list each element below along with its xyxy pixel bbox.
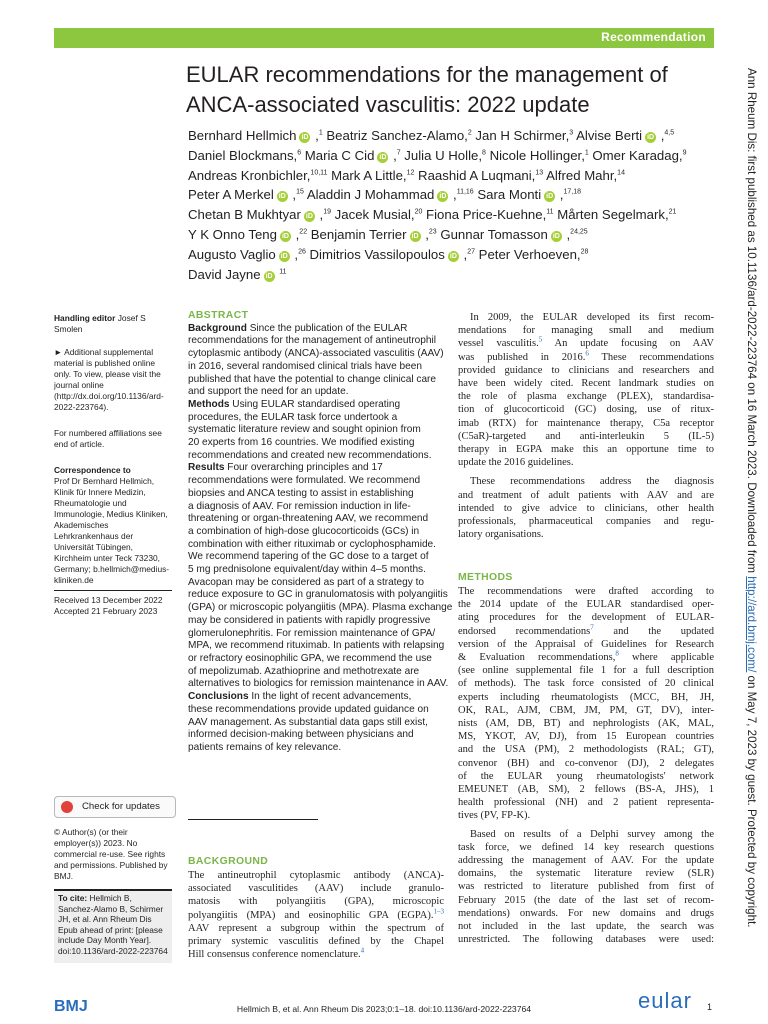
author-line bbox=[188, 225, 718, 245]
methods-line: task force, we defined 14 key research questions bbox=[458, 841, 714, 853]
abstract-text: or refractory eosinophilic GPA, we recommend the use bbox=[188, 652, 432, 664]
intro-line: vessel vasculitis.$^5$ An update focusing on AAV bbox=[458, 335, 715, 350]
abstract-text: cytoplasmic antibody (ANCA)-associated vasculitis (AAV) bbox=[188, 348, 444, 360]
methods-line: mendations) onwards. For new domains and drugs bbox=[458, 907, 714, 919]
abstract-text: Four overarching principles and 17 bbox=[224, 462, 383, 474]
affiliation-number: 28 bbox=[580, 248, 589, 256]
author-name: , bbox=[291, 226, 300, 242]
abstract-text: recommendations and created new recommendations. bbox=[188, 449, 432, 461]
handling-editor-name: Josef S Smolen bbox=[54, 313, 146, 334]
abstract-line bbox=[188, 551, 442, 564]
check-for-updates-button[interactable] bbox=[54, 796, 176, 818]
affiliation-number: 4,5 bbox=[664, 129, 675, 137]
abstract-body bbox=[188, 322, 453, 755]
author-line bbox=[188, 185, 718, 205]
author-line bbox=[188, 245, 718, 265]
abstract-line bbox=[188, 539, 442, 552]
abstract-text: informed decision-making between physicians and bbox=[188, 729, 414, 741]
background-body bbox=[188, 869, 444, 961]
abstract-text: in 2016, several randomised clinical trials have been bbox=[188, 360, 422, 372]
abstract-text: a combination of high-dose glucocorticoids (GCs) in bbox=[188, 525, 420, 537]
methods-line: unrestricted. The following databases were used: bbox=[458, 934, 714, 946]
author-name: Alfred Mahr, bbox=[543, 167, 618, 183]
affiliation-number: 15 bbox=[296, 189, 304, 196]
intro-line: the role of plasma exchange (PLEX), standardisa- bbox=[458, 391, 714, 403]
orcid-icon[interactable] bbox=[279, 251, 290, 262]
methods-line: endorsed recommendations$^7$ and the updated bbox=[458, 623, 714, 637]
intro-line: tion of glucocorticoid (GC) dosing, use of ritux- bbox=[458, 404, 714, 416]
abstract-line bbox=[188, 386, 442, 399]
methods-line: domains, the systematic literature review (SLR) bbox=[458, 868, 714, 880]
abstract-line bbox=[188, 589, 448, 602]
abstract-line bbox=[188, 678, 449, 691]
methods-line: addressing the management of AAV. For the update bbox=[458, 855, 714, 867]
affiliation-number: 23 bbox=[428, 228, 437, 236]
abstract-text: In the light of recent advancements, bbox=[248, 691, 412, 703]
background-line: Hill consensus conference nomenclature.$^4$ bbox=[188, 946, 365, 961]
orcid-icon[interactable] bbox=[277, 191, 288, 202]
affiliation-number: 27 bbox=[467, 248, 475, 256]
background-line: primary systemic vasculitis defined by the Chapel bbox=[188, 936, 444, 948]
intro-line: These recommendations address the diagnosis bbox=[470, 476, 714, 488]
abstract-text: reduce exposure to GC in granulomatosis with polyangiitis bbox=[188, 589, 448, 601]
orcid-icon[interactable] bbox=[437, 191, 448, 202]
abstract-subheading: Background bbox=[188, 322, 247, 334]
affiliation-number: 1 bbox=[318, 129, 323, 137]
affiliation-number: 8 bbox=[482, 149, 486, 157]
abstract-line bbox=[188, 564, 442, 577]
copyright-note: © Author(s) (or their employer(s)) 2023. No commercial re-use. See rights and permissions. Published by BMJ. bbox=[54, 827, 168, 881]
author-name: , bbox=[562, 226, 571, 242]
abstract-text: may be considered in patients with rapidly progressive bbox=[188, 614, 431, 626]
abstract-text: systematic literature review and sought opinion from bbox=[188, 424, 421, 436]
author-name: Mark A Little, bbox=[327, 167, 407, 183]
intro-line: update the 2016 guidelines. bbox=[458, 457, 574, 469]
abstract-line bbox=[188, 526, 442, 539]
author-name: Mårten Segelmark, bbox=[553, 207, 669, 223]
author-name: , bbox=[315, 207, 324, 223]
methods-line: tives (PV, FP-K). bbox=[458, 810, 531, 822]
abstract-line bbox=[188, 335, 442, 348]
abstract-line bbox=[188, 424, 442, 437]
methods-line: February 2015 (the date of the last set of recom- bbox=[458, 894, 714, 906]
article-type-banner bbox=[54, 28, 714, 48]
supplemental-note: ► Additional supplemental material is published online only. To view, please visit the journal online (http://dx.doi.org/10.1136/ard-2022-223764). bbox=[54, 347, 164, 412]
page-number: 1 bbox=[707, 1002, 713, 1012]
intro-line: mendations for managing small and medium bbox=[458, 325, 714, 337]
background-line: associated vasculitides (AAV) include granulo- bbox=[188, 883, 444, 895]
vertical-note-post: on May 7, 2023 by guest. Protected by copyright. bbox=[745, 672, 758, 928]
author-name: David Jayne bbox=[188, 266, 261, 282]
methods-line: and the USA (PM), 2 methodologists (RAL; GT), bbox=[458, 744, 714, 756]
orcid-icon[interactable] bbox=[377, 152, 388, 163]
author-name: Peter A Merkel bbox=[188, 187, 274, 203]
methods-line: was restricted to literature published from first of bbox=[458, 881, 714, 893]
methods-line: OK, RAL, AJM, CBM, JM, PM, GT, DV), inter- bbox=[458, 704, 714, 716]
intro-line: provided guidance to clinicians and researchers and bbox=[458, 364, 714, 376]
methods-line: the 2014 update of the EULAR standardised oper- bbox=[458, 599, 714, 611]
abstract-heading: ABSTRACT bbox=[188, 310, 249, 321]
article-title bbox=[186, 60, 706, 120]
intro-line: professionals, pharmaceutical companies and regu- bbox=[458, 516, 714, 528]
abstract-text: patients remains of key relevance. bbox=[188, 741, 342, 753]
methods-line: Based on results of a Delphi survey among the bbox=[470, 828, 714, 840]
abstract-text: a diagnosis of AAV. For remission induction in life- bbox=[188, 500, 411, 512]
abstract-text: biopsies and ANCA testing to assist in establishing bbox=[188, 487, 414, 499]
orcid-icon[interactable] bbox=[299, 132, 310, 143]
abstract-text: Using EULAR standardised operating bbox=[229, 398, 401, 410]
methods-line: The recommendations were drafted according to bbox=[458, 586, 714, 597]
abstract-text: threatening or organ-threatening AAV, we recommend bbox=[188, 513, 429, 525]
introduction-section bbox=[458, 311, 714, 541]
article-title-line-2: ANCA-associated vasculitis: 2022 update bbox=[186, 92, 590, 117]
methods-line: ating procedures for the development of EULAR- bbox=[458, 612, 714, 624]
author-line bbox=[188, 166, 718, 186]
abstract-text: procedures, the EULAR task force undertook a bbox=[188, 411, 398, 423]
author-name: Julia U Holle, bbox=[400, 147, 482, 163]
author-name: Gunnar Tomasson bbox=[436, 226, 548, 242]
orcid-icon[interactable] bbox=[448, 251, 459, 262]
abstract-line bbox=[188, 488, 442, 501]
author-name: , bbox=[459, 246, 468, 262]
reference-link[interactable]: 5 bbox=[538, 335, 543, 344]
author-name: , bbox=[449, 187, 457, 203]
methods-line: health professional (NH) and 2 patient representa- bbox=[458, 797, 714, 809]
abstract-line bbox=[188, 475, 442, 488]
affiliation-number: 10,11 bbox=[310, 169, 328, 177]
author-name: Benjamin Terrier bbox=[307, 226, 407, 242]
background-section bbox=[188, 856, 444, 961]
abstract-line bbox=[188, 462, 442, 475]
footer-citation: Hellmich B, et al. Ann Rheum Dis 2023;0:1–18. doi:10.1136/ard-2022-223764 bbox=[236, 1004, 532, 1014]
methods-line: of the EULAR young rheumatologists' network bbox=[458, 770, 714, 782]
affiliation-number: 20 bbox=[414, 208, 423, 216]
author-name: , bbox=[556, 187, 564, 203]
abstract-line bbox=[188, 704, 442, 717]
abstract-text: these recommendations provide updated guidance on bbox=[188, 703, 429, 715]
to-cite-label: To cite: bbox=[58, 893, 88, 903]
author-name: Alvise Berti bbox=[573, 128, 643, 143]
affiliation-number: 11,16 bbox=[456, 189, 474, 196]
author-name: Maria C Cid bbox=[301, 147, 375, 163]
author-line bbox=[188, 205, 718, 225]
abstract-line bbox=[188, 602, 453, 615]
abstract-line bbox=[188, 577, 442, 590]
abstract-text: recommendations for the management of antineutrophil bbox=[188, 335, 437, 347]
author-list bbox=[188, 126, 718, 284]
abstract-line bbox=[188, 666, 442, 679]
abstract-text: alternatives to biologics for remission maintenance in AAV. bbox=[188, 678, 449, 690]
article-type-label: Recommendation bbox=[601, 30, 706, 44]
methods-line: not included in the last update, the search was bbox=[458, 921, 714, 933]
abstract-text: combination with either rituximab or cyclophosphamide. bbox=[188, 538, 436, 550]
abstract-subheading: Methods bbox=[188, 398, 230, 410]
orcid-icon[interactable] bbox=[544, 191, 555, 202]
author-name: Beatriz Sanchez-Alamo, bbox=[322, 128, 468, 143]
author-name: Jacek Musial, bbox=[331, 207, 415, 223]
author-name: Augusto Vaglio bbox=[188, 246, 276, 262]
methods-line: (see online supplemental file 1 for a full description bbox=[458, 665, 714, 677]
article-title-line-1: EULAR recommendations for the management of bbox=[186, 62, 668, 87]
page-footer bbox=[0, 988, 768, 1024]
correspondence-text: Prof Dr Bernhard Hellmich, Klinik für Innere Medizin, Rheumatologie und Immunologie, Medius Kliniken, Akademisches Lehrkrankenhaus der Universität Tübingen, Kirchheim unter Teck 73230, Germany; b.hellmich@medius-kliniken.de bbox=[54, 476, 170, 585]
to-cite-box bbox=[54, 889, 172, 963]
affiliation-number: 13 bbox=[535, 169, 544, 177]
abstract-line bbox=[188, 323, 442, 336]
journal-link[interactable]: http://ard.bmj.com/ bbox=[745, 576, 758, 673]
abstract-line bbox=[188, 729, 442, 742]
intro-line: latory organisations. bbox=[458, 529, 544, 541]
reference-link[interactable]: 6 bbox=[585, 349, 589, 358]
author-name: Aladdin J Mohammad bbox=[303, 187, 435, 203]
handling-editor bbox=[54, 313, 172, 335]
abstract-line bbox=[188, 437, 442, 450]
accepted-date: Accepted 21 February 2023 bbox=[54, 606, 158, 616]
affiliation-number: 2 bbox=[467, 129, 472, 137]
abstract-text: 5 mg prednisolone equivalent/day within 4–5 months. bbox=[188, 564, 426, 576]
intro-line: imab (RTX) for maintenance therapy, C5a receptor bbox=[458, 417, 714, 429]
crossmark-icon bbox=[61, 801, 73, 813]
intro-line: have been widely cited. Recent landmark studies on bbox=[458, 378, 714, 390]
reference-link[interactable]: 1–3 bbox=[433, 907, 444, 916]
orcid-icon[interactable] bbox=[551, 231, 562, 242]
methods-line: version of the Appraisal of Guidelines for Research bbox=[458, 638, 714, 650]
abstract-text: AAV management. As substantial data gaps still exist, bbox=[188, 716, 428, 728]
reference-link[interactable]: 7 bbox=[590, 623, 594, 632]
orcid-icon[interactable] bbox=[410, 231, 421, 242]
abstract-text: Avacopan may be considered as part of a strategy to bbox=[188, 576, 425, 588]
author-name: Nicole Hollinger, bbox=[485, 147, 585, 163]
author-name: Dimitrios Vassilopoulos bbox=[305, 246, 445, 262]
affiliation-number: 7 bbox=[396, 149, 401, 157]
abstract-text: MPA, we recommend rituximab. In patients with relapsing bbox=[188, 640, 445, 652]
background-heading: BACKGROUND bbox=[188, 856, 269, 867]
author-name: Omer Karadag, bbox=[588, 147, 683, 163]
intro-line: In 2009, the EULAR developed its first recom- bbox=[470, 312, 714, 323]
bmj-logo: BMJ bbox=[54, 998, 88, 1015]
author-line bbox=[188, 126, 718, 146]
affiliation-number: 26 bbox=[298, 248, 306, 256]
abstract-text: recommendations were formulated. We recommend bbox=[188, 475, 421, 487]
background-line: The antineutrophil cytoplasmic antibody (ANCA)- bbox=[188, 870, 444, 881]
author-name: , bbox=[290, 246, 299, 262]
affiliation-number: 3 bbox=[569, 129, 574, 137]
methods-line: MS, YKOT, AV, DJ), from 15 European countries bbox=[458, 731, 714, 743]
affiliation-number: 22 bbox=[299, 228, 308, 236]
to-cite-text: Hellmich B, Sanchez-Alamo B, Schirmer JH, et al. Ann Rheum Dis Epub ahead of print: [please include Day Month Year]. doi:10.1136/ard-2022-223764 bbox=[58, 893, 168, 956]
abstract-line bbox=[188, 501, 442, 514]
orcid-icon[interactable] bbox=[280, 231, 291, 242]
vertical-citation-note bbox=[744, 68, 758, 928]
abstract-line bbox=[188, 348, 442, 361]
affiliation-number: 6 bbox=[297, 149, 302, 157]
intro-line: and treatment of adult patients with AAV and are bbox=[458, 489, 714, 501]
vertical-citation-text bbox=[745, 68, 758, 928]
affiliation-number: 11 bbox=[546, 208, 554, 216]
abstract-line bbox=[188, 412, 442, 425]
methods-heading: METHODS bbox=[458, 572, 513, 583]
intro-line: intended to give advice to clinicians, other health bbox=[458, 502, 714, 514]
methods-line: nists (AM, DB, BT) and nephrologists (AK, MAL, bbox=[458, 718, 714, 730]
methods-line: EMEUNET (AB, SM), 2 fellows (BS-A, JHS), 1 bbox=[458, 784, 714, 796]
author-line bbox=[188, 265, 718, 285]
correspondence-label: Correspondence to bbox=[54, 465, 131, 475]
background-line: polyangiitis (MPA) and eosinophilic GPA (EGPA).$^{1-3}$ bbox=[188, 907, 444, 921]
abstract-text: and support the need for an update. bbox=[188, 386, 349, 398]
author-name: Y K Onno Teng bbox=[188, 226, 277, 242]
background-line: matosis with polyangiitis (GPA), microscopic bbox=[188, 896, 444, 908]
abstract-text: We recommend tapering of the GC dose to a target of bbox=[188, 551, 429, 563]
author-name: , bbox=[288, 187, 297, 203]
author-name: Jan H Schirmer, bbox=[471, 128, 570, 143]
reference-link[interactable]: 4 bbox=[360, 946, 365, 955]
methods-body bbox=[458, 585, 714, 946]
affiliation-number: 21 bbox=[668, 208, 677, 216]
abstract-text: published that have the potential to change clinical care bbox=[188, 373, 437, 385]
affiliation-number: 1 bbox=[584, 149, 589, 157]
abstract-text: of mepolizumab. Azathioprine and methotrexate are bbox=[188, 665, 420, 677]
affiliation-number: 11 bbox=[279, 268, 287, 276]
abstract-subheading: Results bbox=[188, 462, 225, 474]
received-date: Received 13 December 2022 bbox=[54, 595, 163, 605]
affiliation-number: 9 bbox=[682, 149, 687, 157]
abstract-line bbox=[188, 450, 442, 463]
author-name: , bbox=[311, 128, 319, 143]
abstract-line bbox=[188, 513, 442, 526]
abstract-line bbox=[188, 717, 442, 730]
methods-line: convenor (BH) and co-convenor (DJ), 2 delegates bbox=[458, 757, 714, 769]
affiliations-note: For numbered affiliations see end of article. bbox=[54, 428, 162, 449]
abstract-line bbox=[188, 361, 442, 374]
methods-section bbox=[458, 572, 714, 946]
vertical-note-pre: Ann Rheum Dis: first published as 10.1136/ard-2022-223764 on 16 March 2023. Downloaded from bbox=[745, 68, 758, 577]
intro-line: therapy in EGPA make this an opportune time to bbox=[458, 444, 714, 456]
abstract-text: 20 experts from 16 countries. We modified existing bbox=[188, 437, 415, 449]
orcid-icon[interactable] bbox=[645, 132, 656, 143]
affiliation-number: 12 bbox=[406, 169, 415, 177]
affiliation-number: 19 bbox=[323, 208, 332, 216]
abstract-text: (GPA) or microscopic polyangiitis (MPA). Plasma exchange bbox=[188, 602, 453, 614]
author-name: Daniel Blockmans, bbox=[188, 147, 298, 163]
author-name: Raashid A Luqmani, bbox=[414, 167, 536, 183]
abstract bbox=[188, 310, 453, 755]
author-line bbox=[188, 146, 718, 166]
check-for-updates-label: Check for updates bbox=[82, 801, 160, 812]
affiliation-number: 14 bbox=[617, 169, 625, 177]
orcid-icon[interactable] bbox=[304, 211, 315, 222]
correspondence-block bbox=[54, 465, 172, 586]
intro-line: was published in 2016.$^6$ These recommendations bbox=[458, 349, 715, 363]
abstract-line bbox=[188, 691, 442, 704]
abstract-subheading: Conclusions bbox=[188, 691, 249, 703]
handling-editor-label: Handling editor bbox=[54, 313, 116, 323]
abstract-text: Since the publication of the EULAR bbox=[246, 322, 408, 334]
author-name: Fiona Price-Kuehne, bbox=[422, 207, 547, 223]
abstract-line bbox=[188, 374, 442, 387]
author-name: , bbox=[389, 147, 397, 163]
abstract-divider bbox=[188, 819, 318, 820]
abstract-line bbox=[188, 628, 442, 641]
methods-line: & Evaluation recommendations,$^8$ where applicable bbox=[458, 649, 714, 664]
intro-line: (C5aR)-targeted and anti-interleukin 5 (IL-5) bbox=[458, 430, 714, 442]
orcid-icon[interactable] bbox=[264, 271, 275, 282]
abstract-line bbox=[188, 742, 442, 755]
author-name: Bernhard Hellmich bbox=[188, 128, 297, 143]
affiliation-number: 17,18 bbox=[563, 189, 581, 196]
abstract-text: glomerulonephritis. For remission maintenance of GPA/ bbox=[188, 627, 436, 639]
author-name: Sara Monti bbox=[473, 187, 542, 203]
abstract-line bbox=[188, 653, 442, 666]
methods-line: experts including rheumatologists (MCC, BH, JH, bbox=[458, 691, 714, 703]
eular-logo: eular bbox=[638, 988, 692, 1013]
background-line: AAV represent a subgroup within the spectrum of bbox=[188, 922, 444, 934]
author-name: Andreas Kronbichler, bbox=[188, 167, 311, 183]
abstract-line bbox=[188, 399, 442, 412]
introduction-body bbox=[458, 311, 714, 541]
abstract-line bbox=[188, 615, 442, 628]
methods-line: of methods). The task force consisted of 20 clinical bbox=[458, 678, 714, 690]
affiliation-number: 24,25 bbox=[570, 228, 588, 236]
reference-link[interactable]: 8 bbox=[615, 649, 619, 658]
author-name: , bbox=[421, 226, 429, 242]
author-name: , bbox=[657, 128, 665, 143]
author-name: Peter Verhoeven, bbox=[475, 246, 581, 262]
author-name: Chetan B Mukhtyar bbox=[188, 207, 301, 223]
abstract-line bbox=[188, 640, 445, 653]
sidebar-divider bbox=[54, 590, 172, 591]
